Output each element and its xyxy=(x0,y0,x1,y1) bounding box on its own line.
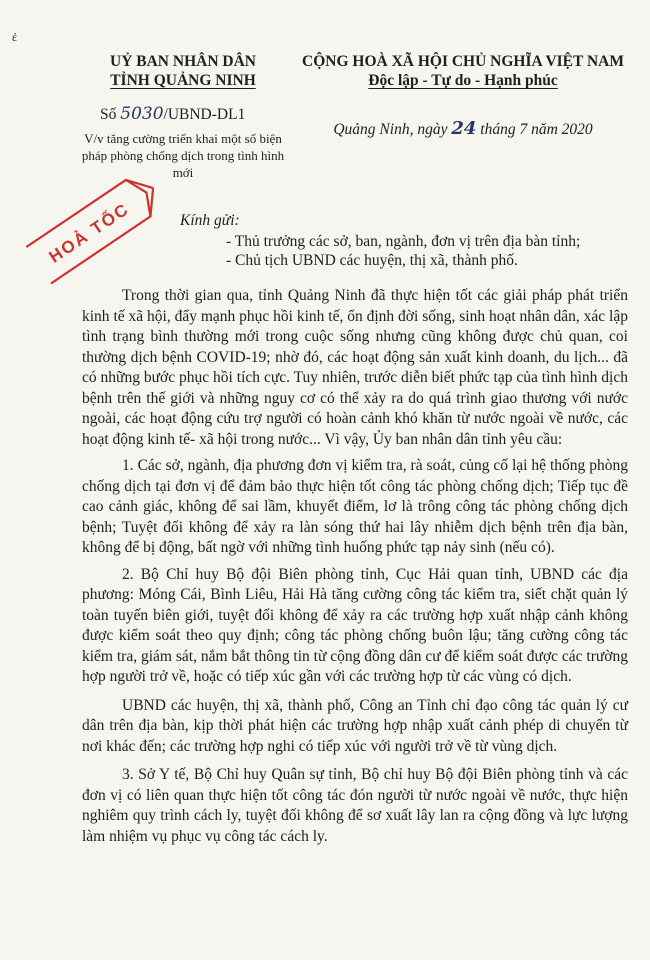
body-paragraph-intro: Trong thời gian qua, tỉnh Quảng Ninh đã thực hiện tốt các giải pháp phát triển kinh tế xã hội, đẩy mạnh phục hồi kinh tế, ổn định đời sống, sinh hoạt nhân dân, xác lập tình trạng bình thường mới trong cuộc sống nhưng cũng không được chủ quan, coi thường dịch bệnh COVID-19; nhờ đó, các hoạt động sản xuất kinh doanh, du lịch... đã có những bước phục hồi tích cực. Tuy nhiên, trước diễn biết phức tạp của tình hình dịch bệnh trên thế giới và những nguy cơ có thể xảy ra do quá trình giao thương với nước ngoài, các hoạt động cứu trợ người có hoàn cảnh khó khăn từ nước ngoài về nước, các hoạt động kinh tế- xã hội trong nước... Vì vậy, Ủy ban nhân dân tỉnh yêu cầu: xyxy=(82,287,628,448)
body-paragraph-item-3: 3. Sở Y tế, Bộ Chỉ huy Quân sự tỉnh, Bộ chỉ huy Bộ đội Biên phòng tỉnh và các đơn vị có liên quan thực hiện tốt công tác đón người từ nước ngoài về nước, thực hiện nghiêm quy trình cách ly, tuyệt đối không để sơ xuất lây lan ra cộng đồng và lực lượng làm nhiệm vụ phục vụ công tác cách ly. xyxy=(82,766,628,845)
letter-body xyxy=(82,286,628,855)
date-place-prefix: Quảng Ninh, ngày xyxy=(333,121,448,138)
stamp-arrow-tip-lower xyxy=(138,188,165,216)
addressee-item: - Chủ tịch UBND các huyện, thị xã, thành phố. xyxy=(226,252,518,269)
nation-title: CỘNG HOÀ XÃ HỘI CHỦ NGHĨA VIỆT NAM xyxy=(302,53,624,70)
issuing-authority-block xyxy=(78,52,288,181)
document-number xyxy=(78,104,288,124)
body-paragraph-item-1: 1. Các sở, ngành, địa phương đơn vị kiểm tra, rà soát, củng cố lại hệ thống phòng chống dịch tại đơn vị để đảm bảo thực hiện tốt công tác phòng chống dịch; Tiếp tục đề cao cảnh giác, không để sai lầm, khuyết điểm, lơ là trông công tác phòng chống dịch bệnh; Tuyệt đối không để xảy ra làn sóng thứ hai lây nhiễm dịch bệnh trên địa bàn, không để bị động, bất ngờ với những tình huống phức tạp nảy sinh (nếu có). xyxy=(82,457,628,556)
date-rest: tháng 7 năm 2020 xyxy=(480,121,593,138)
corner-mark: ἐ xyxy=(12,30,18,44)
addressee-list xyxy=(226,232,626,270)
org-name-line1: UỶ BAN NHÂN DÂN xyxy=(110,53,256,70)
salutation: Kính gửi: xyxy=(180,212,240,229)
stamp-arrow-tip-upper xyxy=(126,170,153,198)
place-and-date xyxy=(292,118,634,139)
national-motto: Độc lập - Tự do - Hạnh phúc xyxy=(368,72,558,89)
body-paragraph-item-2: 2. Bộ Chỉ huy Bộ đội Biên phòng tỉnh, Cục Hải quan tỉnh, UBND các địa phương: Móng Cái, Bình Liêu, Hải Hà tăng cường công tác kiểm tra, siết chặt quản lý toàn tuyến biên giới, tuyệt đối không để xảy ra các trường hợp xuất nhập cảnh không được kiểm soát theo quy định; công tác phòng chống buôn lậu; tăng cường công tác kiểm tra, giám sát, nắm bắt thông tin từ cộng đồng dân cư để kiểm soát được các trường hợp người trở về, hoặc có tiếp xúc gần với các trường hợp từ các vùng có dịch. xyxy=(82,565,628,685)
document-subject: V/v tăng cường triển khai một số biện pháp phòng chống dịch trong tình hình mới xyxy=(81,131,285,180)
stamp-text: HOẢ TỐC xyxy=(45,199,133,267)
addressee-item: - Thủ trưởng các sở, ban, ngành, đơn vị trên địa bàn tỉnh; xyxy=(226,233,581,250)
org-name-line2: TỈNH QUẢNG NINH xyxy=(110,72,256,89)
urgent-stamp xyxy=(14,170,174,300)
doc-number-handwritten: 5030 xyxy=(120,104,164,124)
date-day-handwritten: 24 xyxy=(451,118,477,139)
national-header-block xyxy=(292,52,634,139)
doc-number-suffix: /UBND-DL1 xyxy=(163,106,246,123)
body-paragraph-district-note: UBND các huyện, thị xã, thành phố, Công an Tỉnh chỉ đạo công tác quản lý cư dân trên địa bàn, kịp thời phát hiện các trường hợp nhập xuất cảnh phép di chuyển từ nơi khác đến; các trường hợp nghi có tiếp xúc với người trở về từ vùng dịch. xyxy=(82,696,628,755)
doc-number-prefix: Số xyxy=(100,106,117,123)
